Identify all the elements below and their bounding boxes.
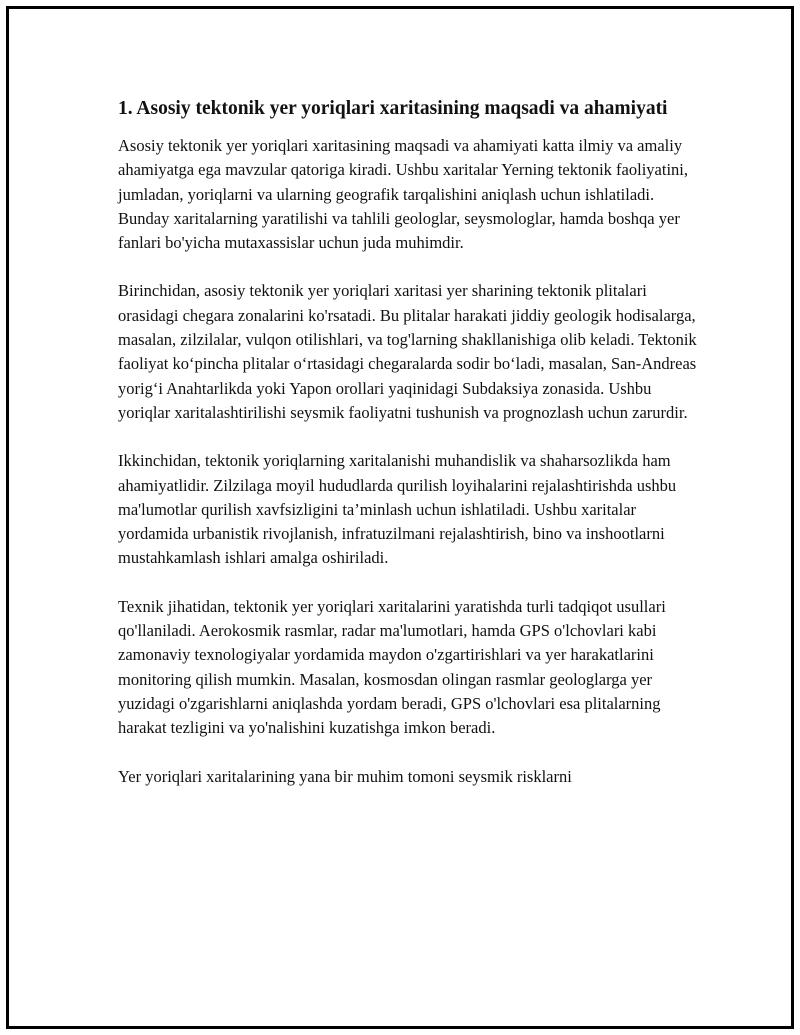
- paragraph-2: Birinchidan, asosiy tektonik yer yoriqlari xaritasi yer sharining tektonik plitalari orasidagi chegara zonalarini ko'rsatadi. Bu plitalar harakati jiddiy geologik hodisalarga, masalan, zilzilalar, vulqon otilishlari, va tog'larning shakllanishiga olib keladi. Tektonik faoliyat ko‘pincha plitalar o‘rtasidagi chegaralarda sodir bo‘ladi, masalan, San-Andreas yorig‘i Anahtarlikda yoki Yapon orollari yaqinidagi Subdaksiya zonasida. Ushbu yoriqlar xaritalashtirilishi seysmik faoliyatni tushunish va prognozlash uchun zarurdir.: [118, 281, 697, 422]
- section-heading: 1. Asosiy tektonik yer yoriqlari xaritasining maqsadi va ahamiyati: [118, 98, 668, 119]
- paragraph-3: Ikkinchidan, tektonik yoriqlarning xaritalanishi muhandislik va shaharsozlikda ham ahamiyatlidir. Zilzilaga moyil hududlarda qurilish loyihalarini rejalashtirishda ushbu ma'lumotlar qurilish xavfsizligini ta’minlash uchun ishlatiladi. Ushbu xaritalar yordamida urbanistik rivojlanish, infratuzilmani rejalashtirish, bino va inshootlarni mustahkamlash ishlari amalga oshiriladi.: [118, 451, 677, 568]
- paragraph-5: Yer yoriqlari xaritalarining yana bir muhim tomoni seysmik risklarni: [118, 766, 572, 786]
- document-body: [118, 96, 698, 813]
- paragraph-1: Asosiy tektonik yer yoriqlari xaritasining maqsadi va ahamiyati katta ilmiy va amaliy ahamiyatga ega mavzular qatoriga kiradi. Ushbu xaritalar Yerning tektonik faoliyatini, jumladan, yoriqlarni va ularning geografik tarqalishini aniqlash uchun ishlatiladi. Bunday xaritalarning yaratilishi va tahlili geologlar, seysmologlar, hamda boshqa yer fanlari bo'yicha mutaxassislar uchun juda muhimdir.: [118, 136, 688, 253]
- paragraph-4: Texnik jihatidan, tektonik yer yoriqlari xaritalarini yaratishda turli tadqiqot usullari qo'llaniladi. Aerokosmik rasmlar, radar ma'lumotlari, hamda GPS o'lchovlari kabi zamonaviy texnologiyalar yordamida maydon o'zgartirishlari va yer harakatlarini monitoring qilish mumkin. Masalan, kosmosdan olingan rasmlar geologlarga yer yuzidagi o'zgarishlarni aniqlashda yordam beradi, GPS o'lchovlari esa plitalarning harakat tezligini va yo'nalishini kuzatishga imkon beradi.: [118, 596, 666, 738]
